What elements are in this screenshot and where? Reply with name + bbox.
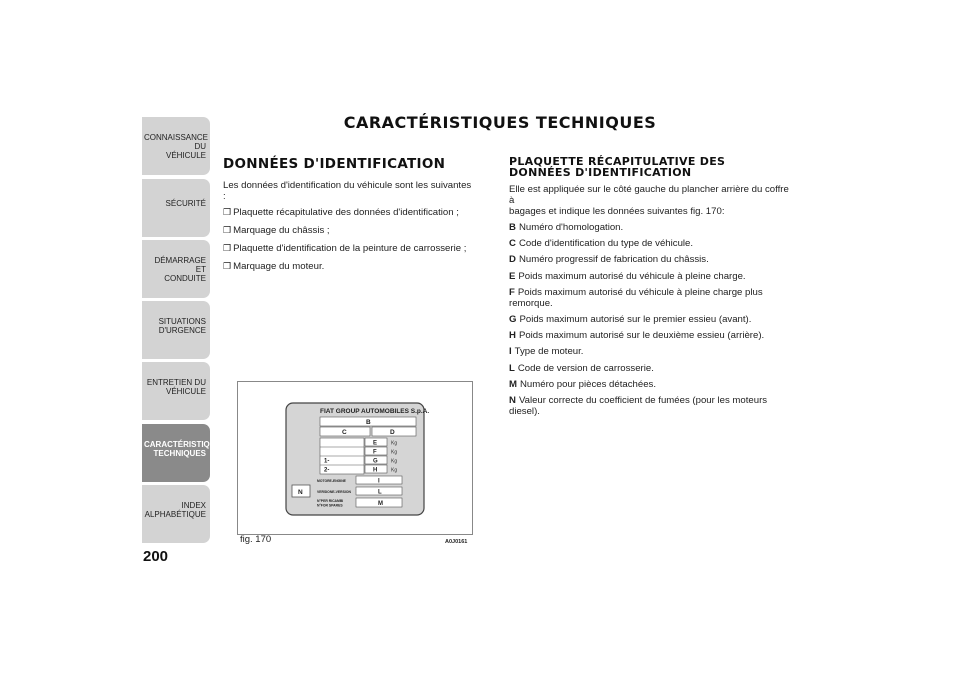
page-title: CARACTÉRISTIQUES TECHNIQUES xyxy=(343,113,657,132)
plate-field-i: I xyxy=(378,478,380,485)
plate-field-b: B xyxy=(366,419,371,426)
tab-connaissance-du-vehicule[interactable] xyxy=(142,117,210,175)
list-item: E Poids maximum autorisé du véhicule à pleine charge. xyxy=(509,270,746,282)
tab-label: TECHNIQUES xyxy=(153,449,206,458)
list-item: N Valeur correcte du coefficient de fumées (pour les moteurs diesel). xyxy=(509,394,768,417)
plate-field-n: N xyxy=(298,489,303,496)
identification-section xyxy=(223,156,473,279)
plate-section xyxy=(509,156,789,422)
list-item: D Numéro progressif de fabrication du châssis. xyxy=(509,254,709,266)
plate-maker: FIAT GROUP AUTOMOBILES S.p.A. xyxy=(320,408,430,415)
tab-index-alphabetique[interactable] xyxy=(142,485,210,543)
tab-label: CONNAISSANCE DU xyxy=(144,133,209,151)
plate-field-g: G xyxy=(373,458,378,465)
plate-field-l: L xyxy=(378,489,382,496)
row-label: N°PER RICAMBI N°FOR SPARES xyxy=(317,499,344,508)
section-heading: PLAQUETTE RÉCAPITULATIVE DES DONNÉES D'IDENTIFICATION xyxy=(509,155,726,179)
row-label: MOTORE-ENGINE xyxy=(317,479,346,483)
checkbox-bullet-icon: ❒ xyxy=(223,208,232,218)
unit-label: Kg xyxy=(391,458,398,465)
list-item: C Code d'identification du type de véhicule. xyxy=(509,238,694,250)
plate-field-d: D xyxy=(390,429,395,436)
tab-demarrage-et-conduite[interactable] xyxy=(142,240,210,298)
unit-label: Kg xyxy=(391,449,398,456)
plate-field-c: C xyxy=(342,429,347,436)
tab-label: DÉMARRAGE ET xyxy=(154,256,206,274)
checkbox-bullet-icon: ❒ xyxy=(223,262,232,272)
tab-label: INDEX xyxy=(181,501,206,510)
tab-label: VÉHICULE xyxy=(165,387,206,396)
row-label: VERSIONE-VERSION xyxy=(317,490,351,494)
tab-securite[interactable] xyxy=(142,179,210,237)
list-item: B Numéro d'homologation. xyxy=(509,222,624,233)
plate-field-f: F xyxy=(373,449,377,456)
list-item: I Type de moteur. xyxy=(509,346,584,358)
checkbox-bullet-icon: ❒ xyxy=(223,226,232,236)
checkbox-bullet-icon: ❒ xyxy=(223,244,232,254)
intro-text: Les données d'identification du véhicule sont les suivantes : xyxy=(223,180,472,202)
axle-label: 2- xyxy=(324,467,330,474)
unit-label: Kg xyxy=(391,467,398,474)
figure-caption: fig. 170 xyxy=(240,534,272,545)
list-item: M Numéro pour pièces détachées. xyxy=(509,378,656,390)
list-item: ❒ Plaquette d'identification de la peinture de carrosserie ; xyxy=(223,243,467,254)
list-item: H Poids maximum autorisé sur le deuxième essieu (arrière). xyxy=(509,330,765,342)
tab-label: CONDUITE xyxy=(164,274,206,283)
tab-entretien-du-vehicule[interactable] xyxy=(142,362,210,420)
list-item: ❒ Marquage du moteur. xyxy=(223,261,325,272)
figure-code: A0J0161 xyxy=(445,539,468,545)
page-number: 200 xyxy=(143,548,169,565)
list-item: F Poids maximum autorisé du véhicule à pleine charge plus remorque. xyxy=(509,286,763,309)
tab-label: SITUATIONS xyxy=(158,317,206,326)
list-item: ❒ Marquage du châssis ; xyxy=(223,225,330,236)
plate-field-h: H xyxy=(373,467,378,474)
tab-caracteristiques-techniques[interactable] xyxy=(142,424,227,482)
tab-label: ENTRETIEN DU xyxy=(146,378,206,387)
tab-label: VÉHICULE xyxy=(165,151,206,160)
plate-field-e: E xyxy=(373,440,378,447)
section-heading: DONNÉES D'IDENTIFICATION xyxy=(223,156,446,172)
figure-identification-plate xyxy=(237,381,473,535)
unit-label: Kg xyxy=(391,440,398,447)
list-item: L Code de version de carrosserie. xyxy=(509,362,654,374)
list-item: G Poids maximum autorisé sur le premier essieu (avant). xyxy=(509,313,752,325)
plate-field-m: M xyxy=(378,501,383,507)
list-item: ❒ Plaquette récapitulative des données d'identification ; xyxy=(223,207,459,218)
tab-situations-d-urgence[interactable] xyxy=(142,301,210,359)
intro-text: Elle est appliquée sur le côté gauche du plancher arrière du coffre à bagages et indique les données suivantes fig. 170: xyxy=(509,184,789,217)
tab-label: D'URGENCE xyxy=(158,326,206,335)
tab-label: ALPHABÉTIQUE xyxy=(144,510,206,519)
tab-label: CARACTÉRISTIQUES xyxy=(144,440,227,449)
tab-label: SÉCURITÉ xyxy=(165,199,206,208)
axle-label: 1- xyxy=(324,458,330,465)
plate-illustration xyxy=(238,382,472,534)
